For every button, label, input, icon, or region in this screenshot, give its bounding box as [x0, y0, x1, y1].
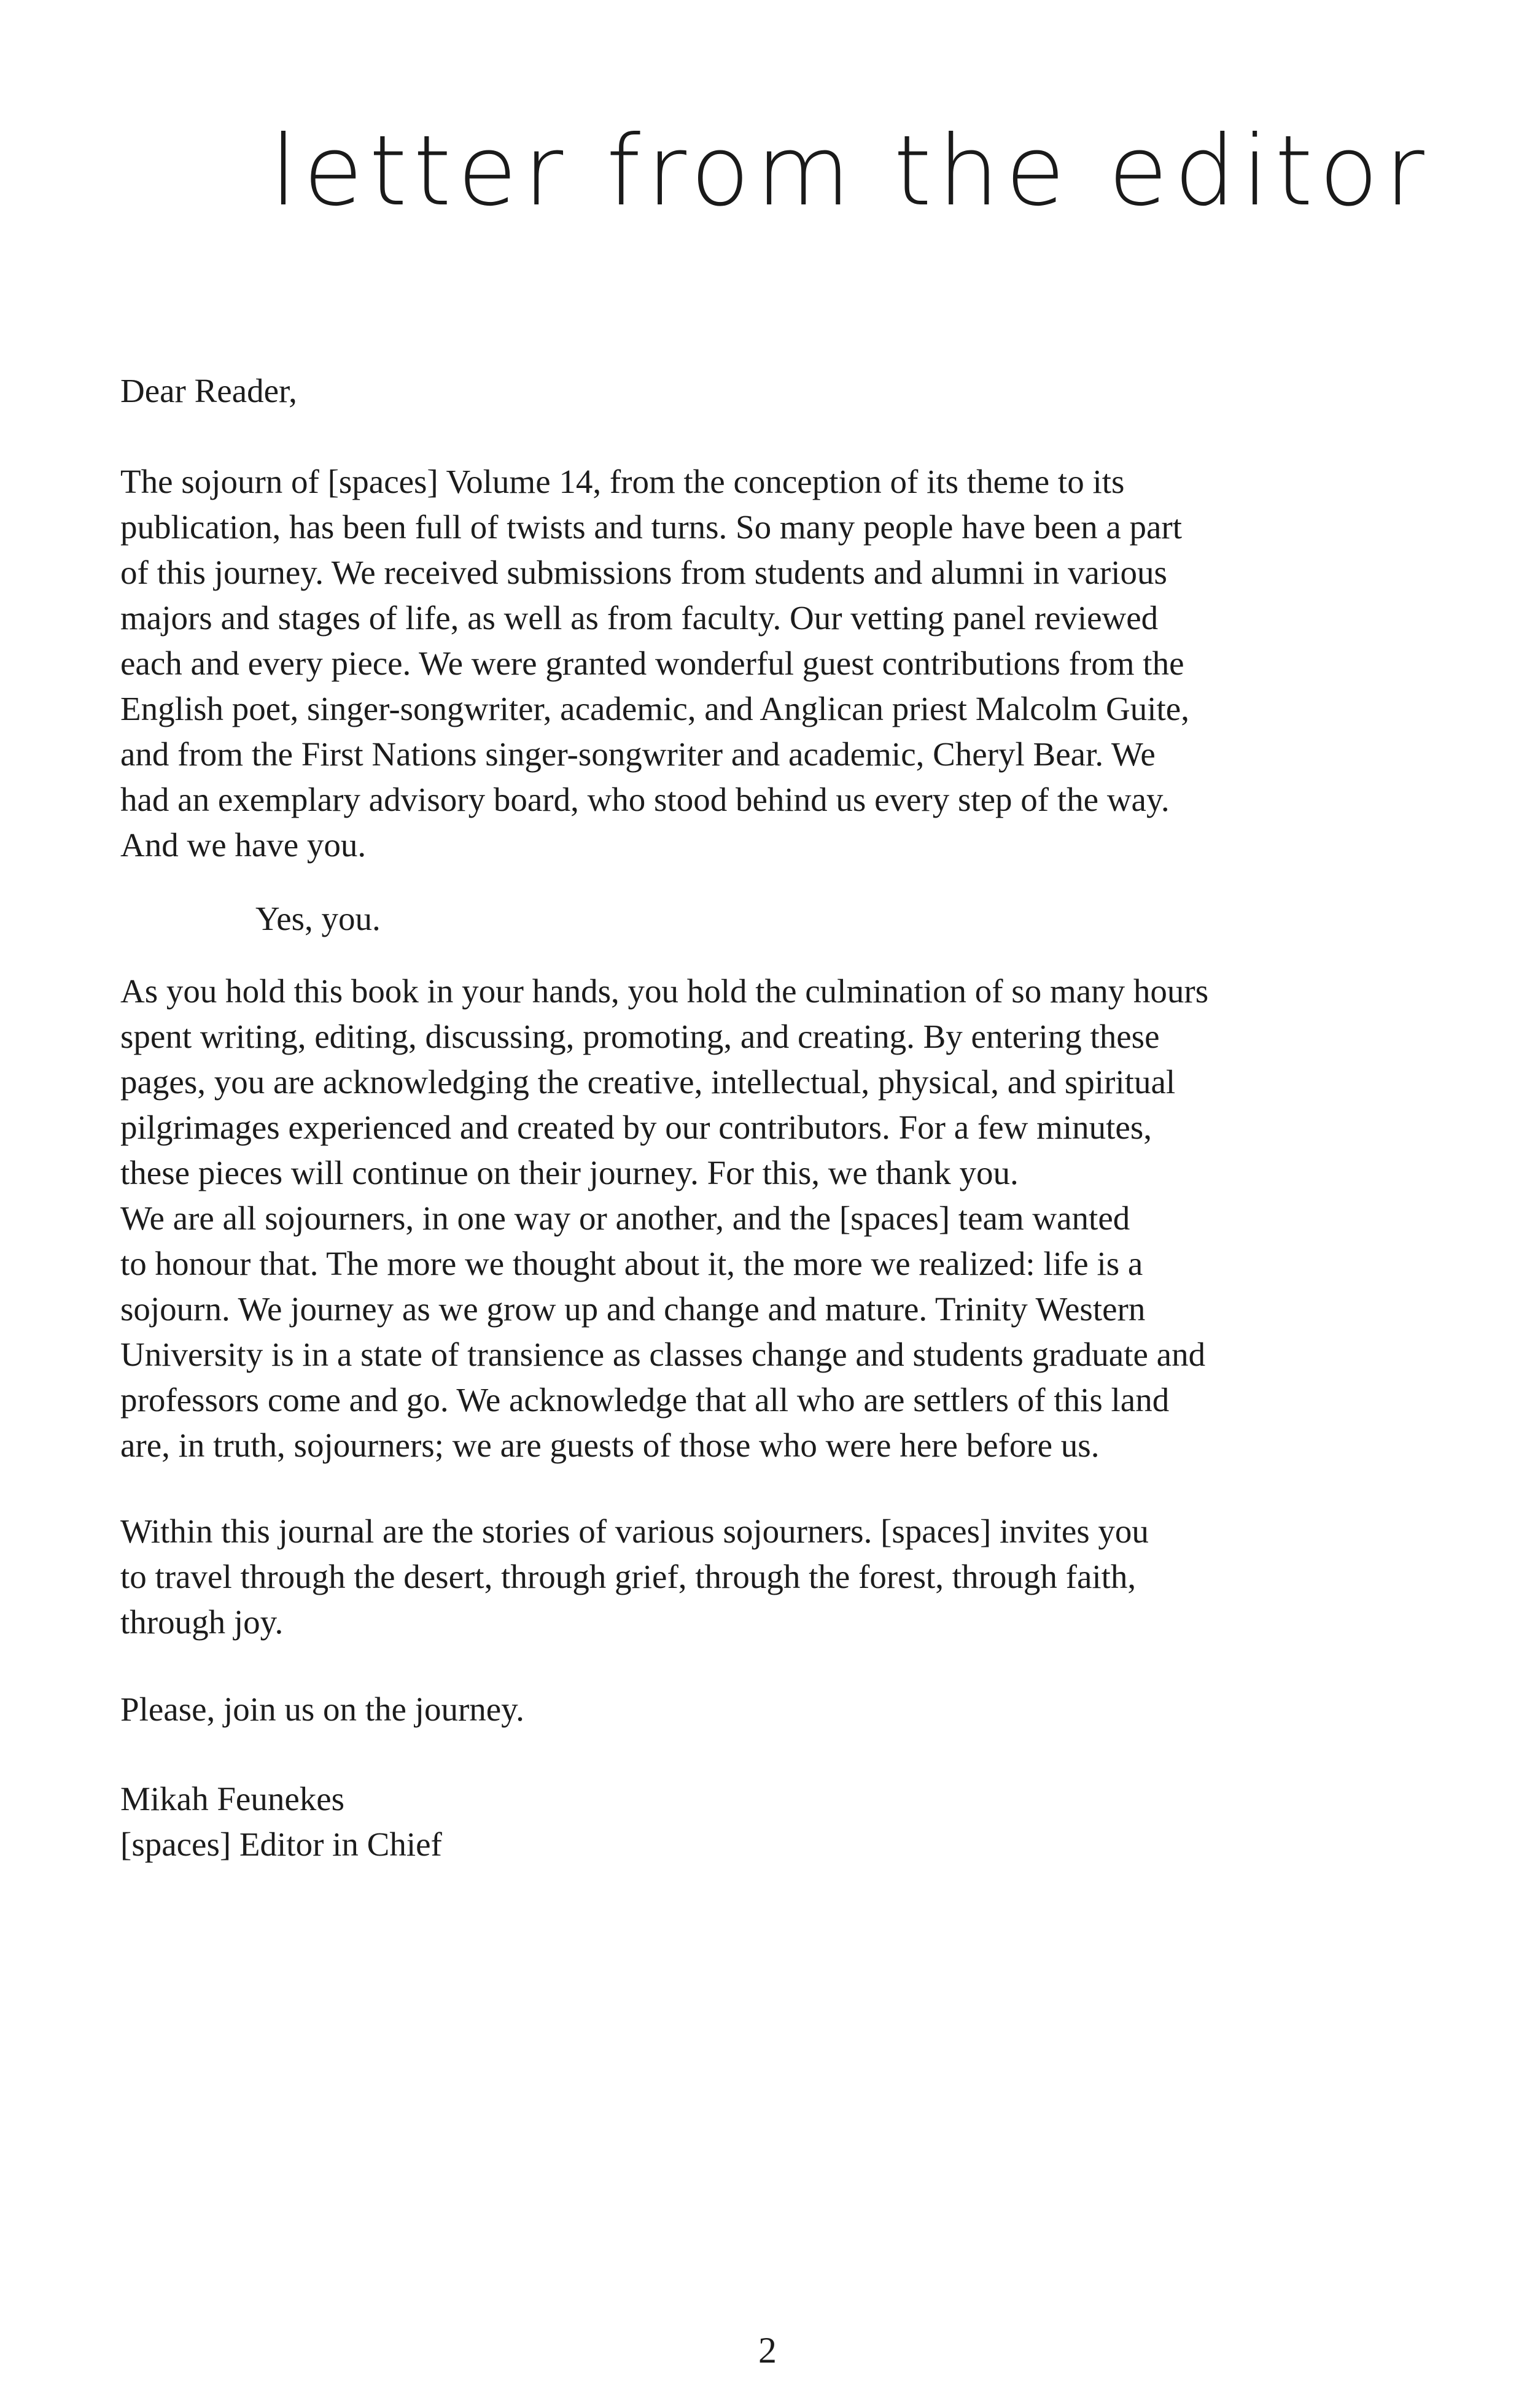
paragraph-2-line: pilgrimages experienced and created by our contributors. For a few minutes, [120, 1109, 1152, 1146]
paragraph-3-line: to travel through the desert, through grief, through the forest, through faith, [120, 1558, 1137, 1595]
paragraph-1-line: of this journey. We received submissions from students and alumni in various [120, 554, 1167, 591]
paragraph-1-line: majors and stages of life, as well as from faculty. Our vetting panel reviewed [120, 599, 1159, 637]
paragraph-1-line: publication, has been full of twists and turns. So many people have been a part [120, 508, 1183, 546]
paragraph-3-line: Within this journal are the stories of various sojourners. [spaces] invites you [120, 1512, 1149, 1550]
salutation: Dear Reader, [120, 372, 297, 409]
paragraph-2-line: are, in truth, sojourners; we are guests of those who were here before us. [120, 1427, 1100, 1464]
page-number: 2 [758, 2330, 777, 2371]
paragraph-2-line: professors come and go. We acknowledge that all who are settlers of this land [120, 1381, 1170, 1419]
paragraph-1-line: each and every piece. We were granted wonderful guest contributions from the [120, 645, 1184, 682]
paragraph-2-line: sojourn. We journey as we grow up and change and mature. Trinity Western [120, 1290, 1146, 1328]
closing-line: Please, join us on the journey. [120, 1690, 524, 1728]
paragraph-2-line: We are all sojourners, in one way or another, and the [spaces] team wanted [120, 1199, 1130, 1237]
paragraph-2-line: to honour that. The more we thought about it, the more we realized: life is a [120, 1245, 1143, 1282]
paragraph-2-line: University is in a state of transience as classes change and students graduate and [120, 1336, 1206, 1373]
paragraph-2-line: As you hold this book in your hands, you hold the culmination of so many hours [120, 972, 1209, 1010]
paragraph-1-line: and from the First Nations singer-songwriter and academic, Cheryl Bear. We [120, 735, 1156, 773]
indented-line: Yes, you. [255, 900, 381, 937]
paragraph-1-line: The sojourn of [spaces] Volume 14, from the conception of its theme to its [120, 463, 1125, 500]
paragraph-2-line: pages, you are acknowledging the creative, intellectual, physical, and spiritual [120, 1063, 1176, 1101]
paragraph-1-line: had an exemplary advisory board, who stood behind us every step of the way. [120, 781, 1170, 818]
paragraph-2-line: spent writing, editing, discussing, promoting, and creating. By entering these [120, 1018, 1160, 1055]
page-title: letter from the editor [270, 115, 1431, 228]
paragraph-1-line: English poet, singer-songwriter, academic, and Anglican priest Malcolm Guite, [120, 690, 1189, 727]
signature-role: [spaces] Editor in Chief [120, 1825, 442, 1863]
paragraph-3-line: through joy. [120, 1603, 284, 1641]
paragraph-1-line: And we have you. [120, 826, 367, 864]
paragraph-2-line: these pieces will continue on their journey. For this, we thank you. [120, 1154, 1019, 1191]
signature-name: Mikah Feunekes [120, 1780, 345, 1818]
